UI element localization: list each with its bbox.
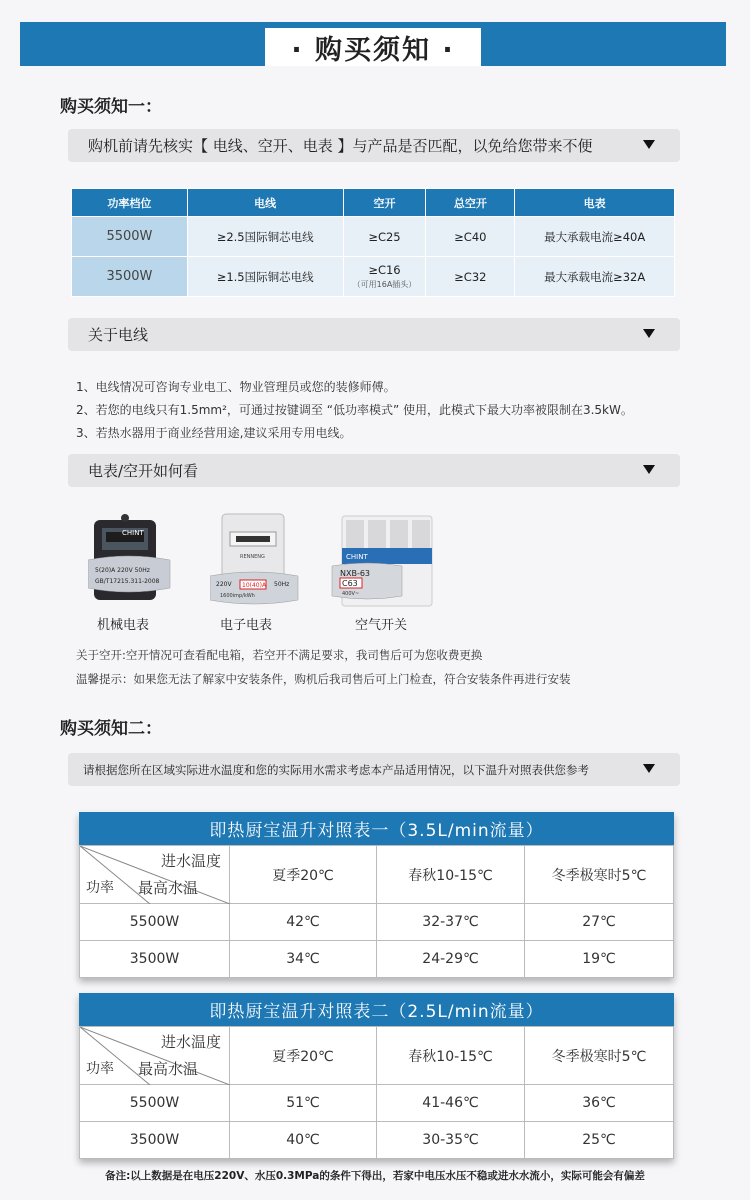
table-row — [72, 217, 675, 257]
temp-cell: 51℃ — [230, 1085, 377, 1122]
column-header: 冬季极寒时5℃ — [525, 1027, 674, 1085]
check-compat-bar[interactable] — [68, 129, 680, 162]
page-title: · 购买须知 · — [265, 28, 481, 66]
main-breaker-cell: ≥C40 — [426, 217, 515, 257]
temp-table-1-grid — [79, 845, 674, 978]
triangle-down-icon — [643, 764, 655, 773]
table-row — [80, 1122, 674, 1159]
check-compat-label: 购机前请先核实【 电线、空开、电表 】与产品是否匹配，以免给您带来不便 — [88, 137, 593, 155]
table-row — [80, 904, 674, 941]
electronic-meter-icon — [210, 510, 320, 610]
power-cell: 5500W — [72, 217, 188, 257]
triangle-down-icon — [643, 329, 655, 338]
corner-left-label: 功率 — [86, 1061, 114, 1077]
temp-reference-label: 请根据您所在区域实际进水温度和您的实际用水需求考虑本产品适用情况，以下温升对照表供您参考 — [83, 762, 589, 777]
temp-cell: 27℃ — [525, 904, 674, 941]
svg-text:50Hz: 50Hz — [274, 581, 290, 588]
header-cell: 空开 — [343, 189, 426, 217]
temp-cell: 36℃ — [525, 1085, 674, 1122]
power-cell: 5500W — [80, 904, 230, 941]
table-row — [80, 1085, 674, 1122]
table-header-row — [80, 1027, 674, 1085]
temp-cell: 32-37℃ — [377, 904, 525, 941]
header-cell: 电表 — [515, 189, 675, 217]
power-cell: 3500W — [80, 941, 230, 978]
column-header: 夏季20℃ — [230, 1027, 377, 1085]
header-cell: 总空开 — [426, 189, 515, 217]
triangle-down-icon — [643, 465, 655, 474]
meter-info-bar[interactable] — [68, 454, 680, 487]
temp-reference-bar[interactable] — [68, 753, 680, 786]
column-header: 冬季极寒时5℃ — [525, 846, 674, 904]
power-cell: 3500W — [72, 257, 188, 297]
temp-cell: 24-29℃ — [377, 941, 525, 978]
corner-cell — [80, 1027, 230, 1085]
svg-text:NXB-63: NXB-63 — [340, 569, 371, 578]
breaker-cell — [343, 257, 426, 297]
svg-text:GB/T17215.311-2008: GB/T17215.311-2008 — [95, 578, 160, 585]
svg-text:5(20)A 220V 50Hz: 5(20)A 220V 50Hz — [95, 567, 150, 574]
column-header: 春秋10-15℃ — [377, 846, 525, 904]
header-banner — [20, 22, 726, 66]
power-cell: 5500W — [80, 1085, 230, 1122]
table-header-row — [80, 846, 674, 904]
temp-cell: 30-35℃ — [377, 1122, 525, 1159]
table-header-row — [72, 189, 675, 217]
svg-text:CHINT: CHINT — [346, 553, 368, 561]
corner-top-label: 进水温度 — [160, 1033, 221, 1051]
temp-table-2-title: 即热厨宝温升对照表二（2.5L/min流量） — [79, 993, 674, 1026]
corner-cell — [80, 846, 230, 904]
temp-cell: 40℃ — [230, 1122, 377, 1159]
section1-title: 购买须知一： — [60, 97, 162, 117]
table-row — [80, 941, 674, 978]
power-cell: 3500W — [80, 1122, 230, 1159]
svg-text:1600imp/kWh: 1600imp/kWh — [220, 593, 255, 599]
temp-cell: 41-46℃ — [377, 1085, 525, 1122]
svg-text:CHINT: CHINT — [122, 529, 144, 537]
meter-cell: 最大承载电流≥40A — [515, 217, 675, 257]
temp-table-2-grid — [79, 1026, 674, 1159]
triangle-down-icon — [643, 140, 655, 149]
wire-notes — [76, 376, 633, 445]
column-header: 春秋10-15℃ — [377, 1027, 525, 1085]
mechanical-meter-label: 机械电表 — [97, 618, 150, 633]
svg-text:400V~: 400V~ — [342, 591, 360, 597]
corner-mid-label: 最高水温 — [138, 879, 199, 897]
meter-info-label: 电表/空开如何看 — [88, 462, 199, 480]
list-item: 2、若您的电线只有1.5mm²，可通过按键调至 “低功率模式” 使用，此模式下最大功率被限制在3.5kW。 — [76, 403, 633, 417]
breaker-note: （可用16A插头） — [352, 280, 417, 289]
switch-note: 关于空开:空开情况可查看配电箱，若空开不满足要求，我司售后可为您收费更换 — [76, 648, 483, 662]
breaker-value: ≥C16 — [368, 263, 401, 277]
mechanical-meter-icon — [88, 510, 198, 610]
section2-title: 购买须知二： — [60, 719, 162, 739]
electronic-meter-label: 电子电表 — [220, 618, 273, 633]
corner-left-label: 功率 — [86, 880, 114, 896]
list-item: 3、若热水器用于商业经营用途,建议采用专用电线。 — [76, 426, 352, 440]
corner-mid-label: 最高水温 — [138, 1060, 199, 1078]
air-switch-label: 空气开关 — [355, 618, 408, 633]
temp-cell: 19℃ — [525, 941, 674, 978]
temp-cell: 42℃ — [230, 904, 377, 941]
temp-cell: 25℃ — [525, 1122, 674, 1159]
wire-info-bar[interactable] — [68, 318, 680, 351]
requirements-table — [71, 188, 675, 297]
air-switch-icon — [328, 510, 438, 610]
corner-top-label: 进水温度 — [160, 852, 221, 870]
header-cell: 功率档位 — [72, 189, 188, 217]
temp-table-1-title: 即热厨宝温升对照表一（3.5L/min流量） — [79, 812, 674, 845]
wire-info-label: 关于电线 — [88, 326, 149, 344]
meter-cell: 最大承载电流≥32A — [515, 257, 675, 297]
svg-text:220V: 220V — [216, 581, 232, 588]
temp-table-1 — [79, 812, 674, 978]
column-header: 夏季20℃ — [230, 846, 377, 904]
footnote: 备注:以上数据是在电压220V、水压0.3MPa的条件下得出，若家中电压水压不稳或进水水流小，实际可能会有偏差 — [105, 1170, 645, 1182]
breaker-cell: ≥C25 — [343, 217, 426, 257]
wire-cell: ≥1.5国际铜芯电线 — [187, 257, 343, 297]
list-item: 1、电线情况可咨询专业电工、物业管理员或您的装修师傅。 — [76, 380, 396, 394]
header-cell: 电线 — [187, 189, 343, 217]
svg-text:RENNENG: RENNENG — [240, 554, 265, 560]
wire-cell: ≥2.5国际铜芯电线 — [187, 217, 343, 257]
svg-text:C63: C63 — [342, 579, 358, 588]
svg-text:10(40)A: 10(40)A — [242, 582, 267, 589]
main-breaker-cell: ≥C32 — [426, 257, 515, 297]
temp-cell: 34℃ — [230, 941, 377, 978]
temp-table-2 — [79, 993, 674, 1159]
tip-note: 温馨提示：如果您无法了解家中安装条件，购机后我司售后可上门检查，符合安装条件再进行安装 — [76, 672, 571, 686]
table-row — [72, 257, 675, 297]
